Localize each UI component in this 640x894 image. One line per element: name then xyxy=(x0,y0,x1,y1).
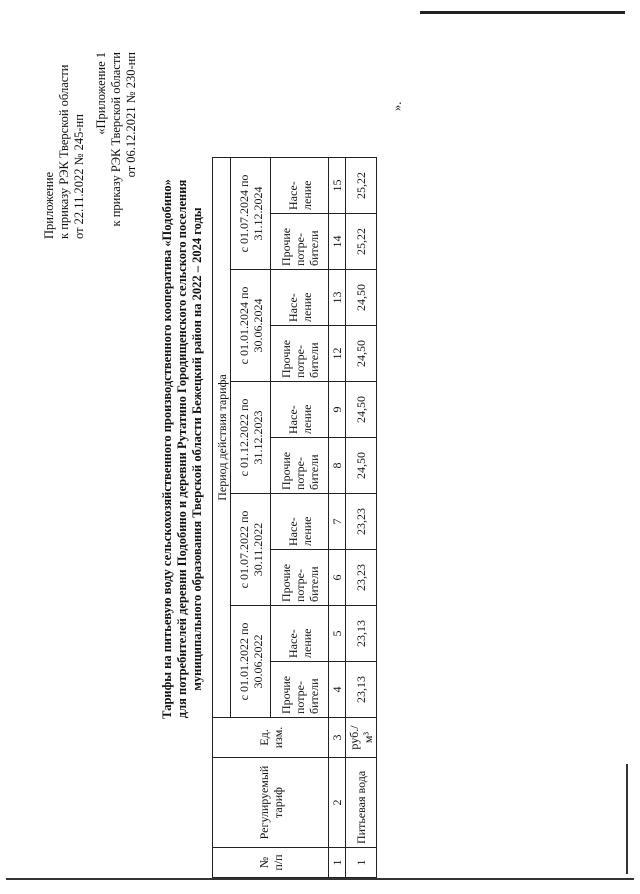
tariff-value: 25,22 xyxy=(346,214,377,270)
header-period-range: с 01.07.2022 по 30.11.2022 xyxy=(231,494,271,606)
row-unit: руб./м³ xyxy=(346,718,377,758)
header-period-range: с 01.07.2024 по 31.12.2024 xyxy=(231,158,271,270)
column-number: 14 xyxy=(329,214,346,270)
header-period: Период действия тарифа xyxy=(213,158,231,718)
appendix-line: к приказу РЭК Тверской области xyxy=(57,64,71,239)
tariff-value: 24,50 xyxy=(346,326,377,382)
header-population: Насе-ление xyxy=(271,382,329,438)
column-number: 13 xyxy=(329,270,346,326)
header-population: Насе-ление xyxy=(271,270,329,326)
column-number: 5 xyxy=(329,606,346,662)
appendix-line: от 06.12.2021 № 230-нп xyxy=(124,52,138,178)
column-number: 3 xyxy=(329,718,346,758)
table-column-numbers-row xyxy=(329,158,346,878)
header-other-consumers: Прочие потре-бители xyxy=(271,326,329,382)
column-number: 4 xyxy=(329,662,346,718)
header-period-range: с 01.01.2022 по 30.06.2022 xyxy=(231,606,271,718)
tariff-value: 24,50 xyxy=(346,438,377,494)
tariff-value: 24,50 xyxy=(346,270,377,326)
header-other-consumers: Прочие потре-бители xyxy=(271,662,329,718)
previous-appendix-header xyxy=(94,52,139,268)
column-number: 1 xyxy=(329,848,346,878)
header-period-range: с 01.12.2022 по 31.12.2023 xyxy=(231,382,271,494)
title-line: для потребителей деревни Подобино и деревни Рутатино Городищенского сельского поселения xyxy=(175,179,189,719)
header-tariff: Регулируемый тариф xyxy=(213,758,329,848)
tariff-value: 23,23 xyxy=(346,494,377,550)
column-number: 12 xyxy=(329,326,346,382)
column-number: 2 xyxy=(329,758,346,848)
column-number: 8 xyxy=(329,438,346,494)
header-population: Насе-ление xyxy=(271,494,329,550)
header-other-consumers: Прочие потре-бители xyxy=(271,214,329,270)
header-no: № п/п xyxy=(213,848,329,878)
tariff-value: 23,23 xyxy=(346,550,377,606)
appendix-line: к приказу РЭК Тверской области xyxy=(109,52,123,227)
column-number: 6 xyxy=(329,550,346,606)
header-population: Насе-ление xyxy=(271,158,329,214)
table-row xyxy=(346,158,377,878)
tariff-value: 23,13 xyxy=(346,662,377,718)
header-period-range: с 01.01.2024 по 30.06.2024 xyxy=(231,270,271,382)
tariff-table xyxy=(212,157,377,878)
header-other-consumers: Прочие потре-бители xyxy=(271,550,329,606)
appendix-header xyxy=(42,65,87,239)
column-number: 9 xyxy=(329,382,346,438)
tariff-value: 23,13 xyxy=(346,606,377,662)
tariff-value: 24,50 xyxy=(346,382,377,438)
table-header-row xyxy=(213,158,231,878)
tariff-value: 25,22 xyxy=(346,158,377,214)
appendix-line: «Приложение 1 xyxy=(94,52,108,135)
row-number: 1 xyxy=(346,848,377,878)
appendix-line: Приложение xyxy=(42,171,56,239)
header-other-consumers: Прочие потре-бители xyxy=(271,438,329,494)
column-number: 15 xyxy=(329,158,346,214)
row-tariff-name: Питьевая вода xyxy=(346,758,377,848)
header-unit: Ед. изм. xyxy=(213,718,329,758)
title-line: Тарифы на питьевую воду сельскохозяйственного производственного кооператива «Подобино» xyxy=(160,179,174,719)
header-population: Насе-ление xyxy=(271,606,329,662)
closing-quote: ». xyxy=(390,101,404,111)
document-title xyxy=(160,134,205,764)
appendix-line: от 22.11.2022 № 245-нп xyxy=(72,114,86,239)
title-line: муниципального образования Тверской области Бежецкий район на 2022 – 2024 годы xyxy=(190,207,204,691)
column-number: 7 xyxy=(329,494,346,550)
